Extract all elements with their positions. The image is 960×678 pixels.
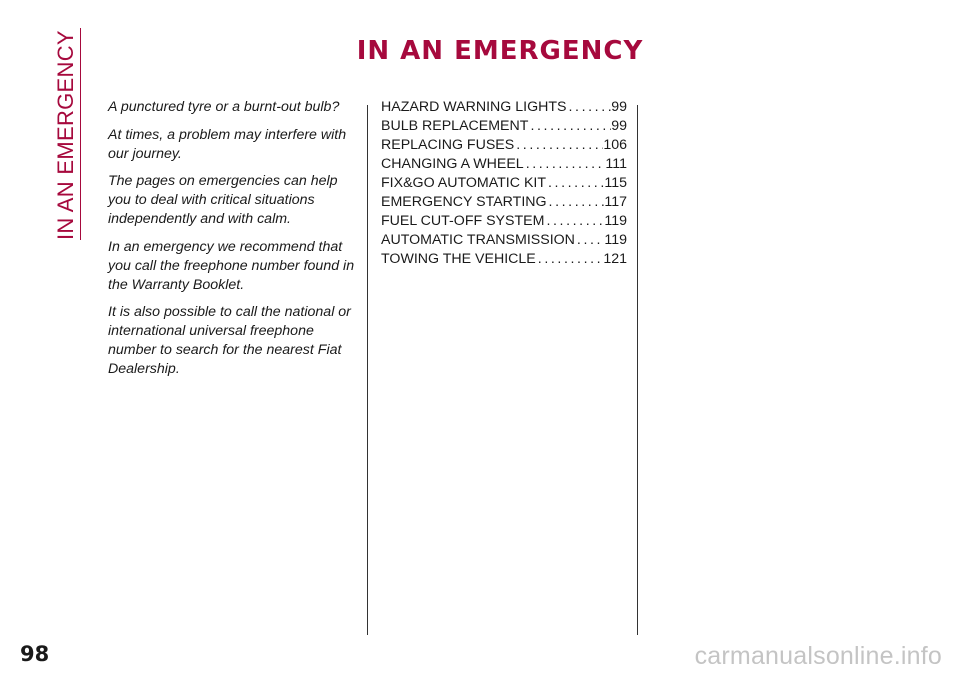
toc-entry-label: FUEL CUT-OFF SYSTEM — [381, 213, 545, 229]
side-tab-rule — [80, 28, 81, 240]
section-side-tab — [52, 28, 82, 240]
toc-entry[interactable] — [381, 250, 627, 269]
toc-leader-dots — [575, 231, 604, 250]
intro-paragraph: The pages on emergencies can help you to deal with critical situations independently and with calm. — [108, 173, 338, 227]
toc-entry-label: AUTOMATIC TRANSMISSION — [381, 232, 575, 248]
toc-entry-label: REPLACING FUSES — [381, 137, 515, 153]
toc-entry-page: 119 — [604, 213, 627, 229]
toc-entry-page: 106 — [603, 137, 627, 153]
toc-leader-dots — [567, 98, 612, 117]
toc-entry-label: TOWING THE VEHICLE — [381, 251, 536, 267]
intro-paragraph: At times, a problem may interfere with our journey. — [108, 126, 347, 162]
toc-entry-page: 115 — [604, 175, 627, 191]
toc-entry-page: 99 — [611, 99, 627, 115]
toc-leader-dots — [546, 174, 604, 193]
watermark: carmanualsonline.info — [694, 642, 942, 670]
column-divider-left — [367, 105, 368, 635]
intro-paragraph: It is also possible to call the national or international universal freephone number to search for the nearest Fiat Dealership. — [108, 304, 351, 377]
toc-entry-label: BULB REPLACEMENT — [381, 118, 529, 134]
page-number: 98 — [20, 642, 50, 666]
toc-entry-label: HAZARD WARNING LIGHTS — [381, 99, 567, 115]
toc-entry[interactable] — [381, 98, 627, 117]
toc-leader-dots — [524, 155, 606, 174]
toc-entry-page: 119 — [604, 232, 627, 248]
page-title: IN AN EMERGENCY — [356, 36, 644, 66]
toc-entry-label: EMERGENCY STARTING — [381, 194, 547, 210]
toc-entry-label: FIX&GO AUTOMATIC KIT — [381, 175, 547, 191]
toc-leader-dots — [547, 193, 605, 212]
toc-entry-page: 111 — [605, 156, 627, 172]
toc-entry-label: CHANGING A WHEEL — [381, 156, 524, 172]
toc-entry-page: 121 — [603, 251, 627, 267]
intro-paragraph: In an emergency we recommend that you call the freephone number found in the Warranty Booklet. — [108, 238, 355, 293]
toc-entry-page: 99 — [611, 118, 627, 134]
table-of-contents — [381, 98, 627, 269]
toc-entry[interactable] — [381, 193, 627, 212]
toc-entry[interactable] — [381, 117, 627, 136]
toc-leader-dots — [528, 117, 611, 136]
intro-paragraph: A punctured tyre or a burnt-out bulb? — [108, 99, 340, 115]
toc-entry-page: 117 — [604, 194, 627, 210]
toc-entry[interactable] — [381, 136, 627, 155]
toc-entry[interactable] — [381, 231, 627, 250]
column-divider-right — [637, 105, 638, 635]
toc-leader-dots — [544, 212, 604, 231]
toc-entry[interactable] — [381, 155, 627, 174]
intro-column — [108, 98, 358, 388]
toc-leader-dots — [514, 136, 603, 155]
side-tab-label: IN AN EMERGENCY — [53, 30, 78, 240]
toc-entry[interactable] — [381, 212, 627, 231]
toc-entry[interactable] — [381, 174, 627, 193]
toc-leader-dots — [536, 250, 604, 269]
